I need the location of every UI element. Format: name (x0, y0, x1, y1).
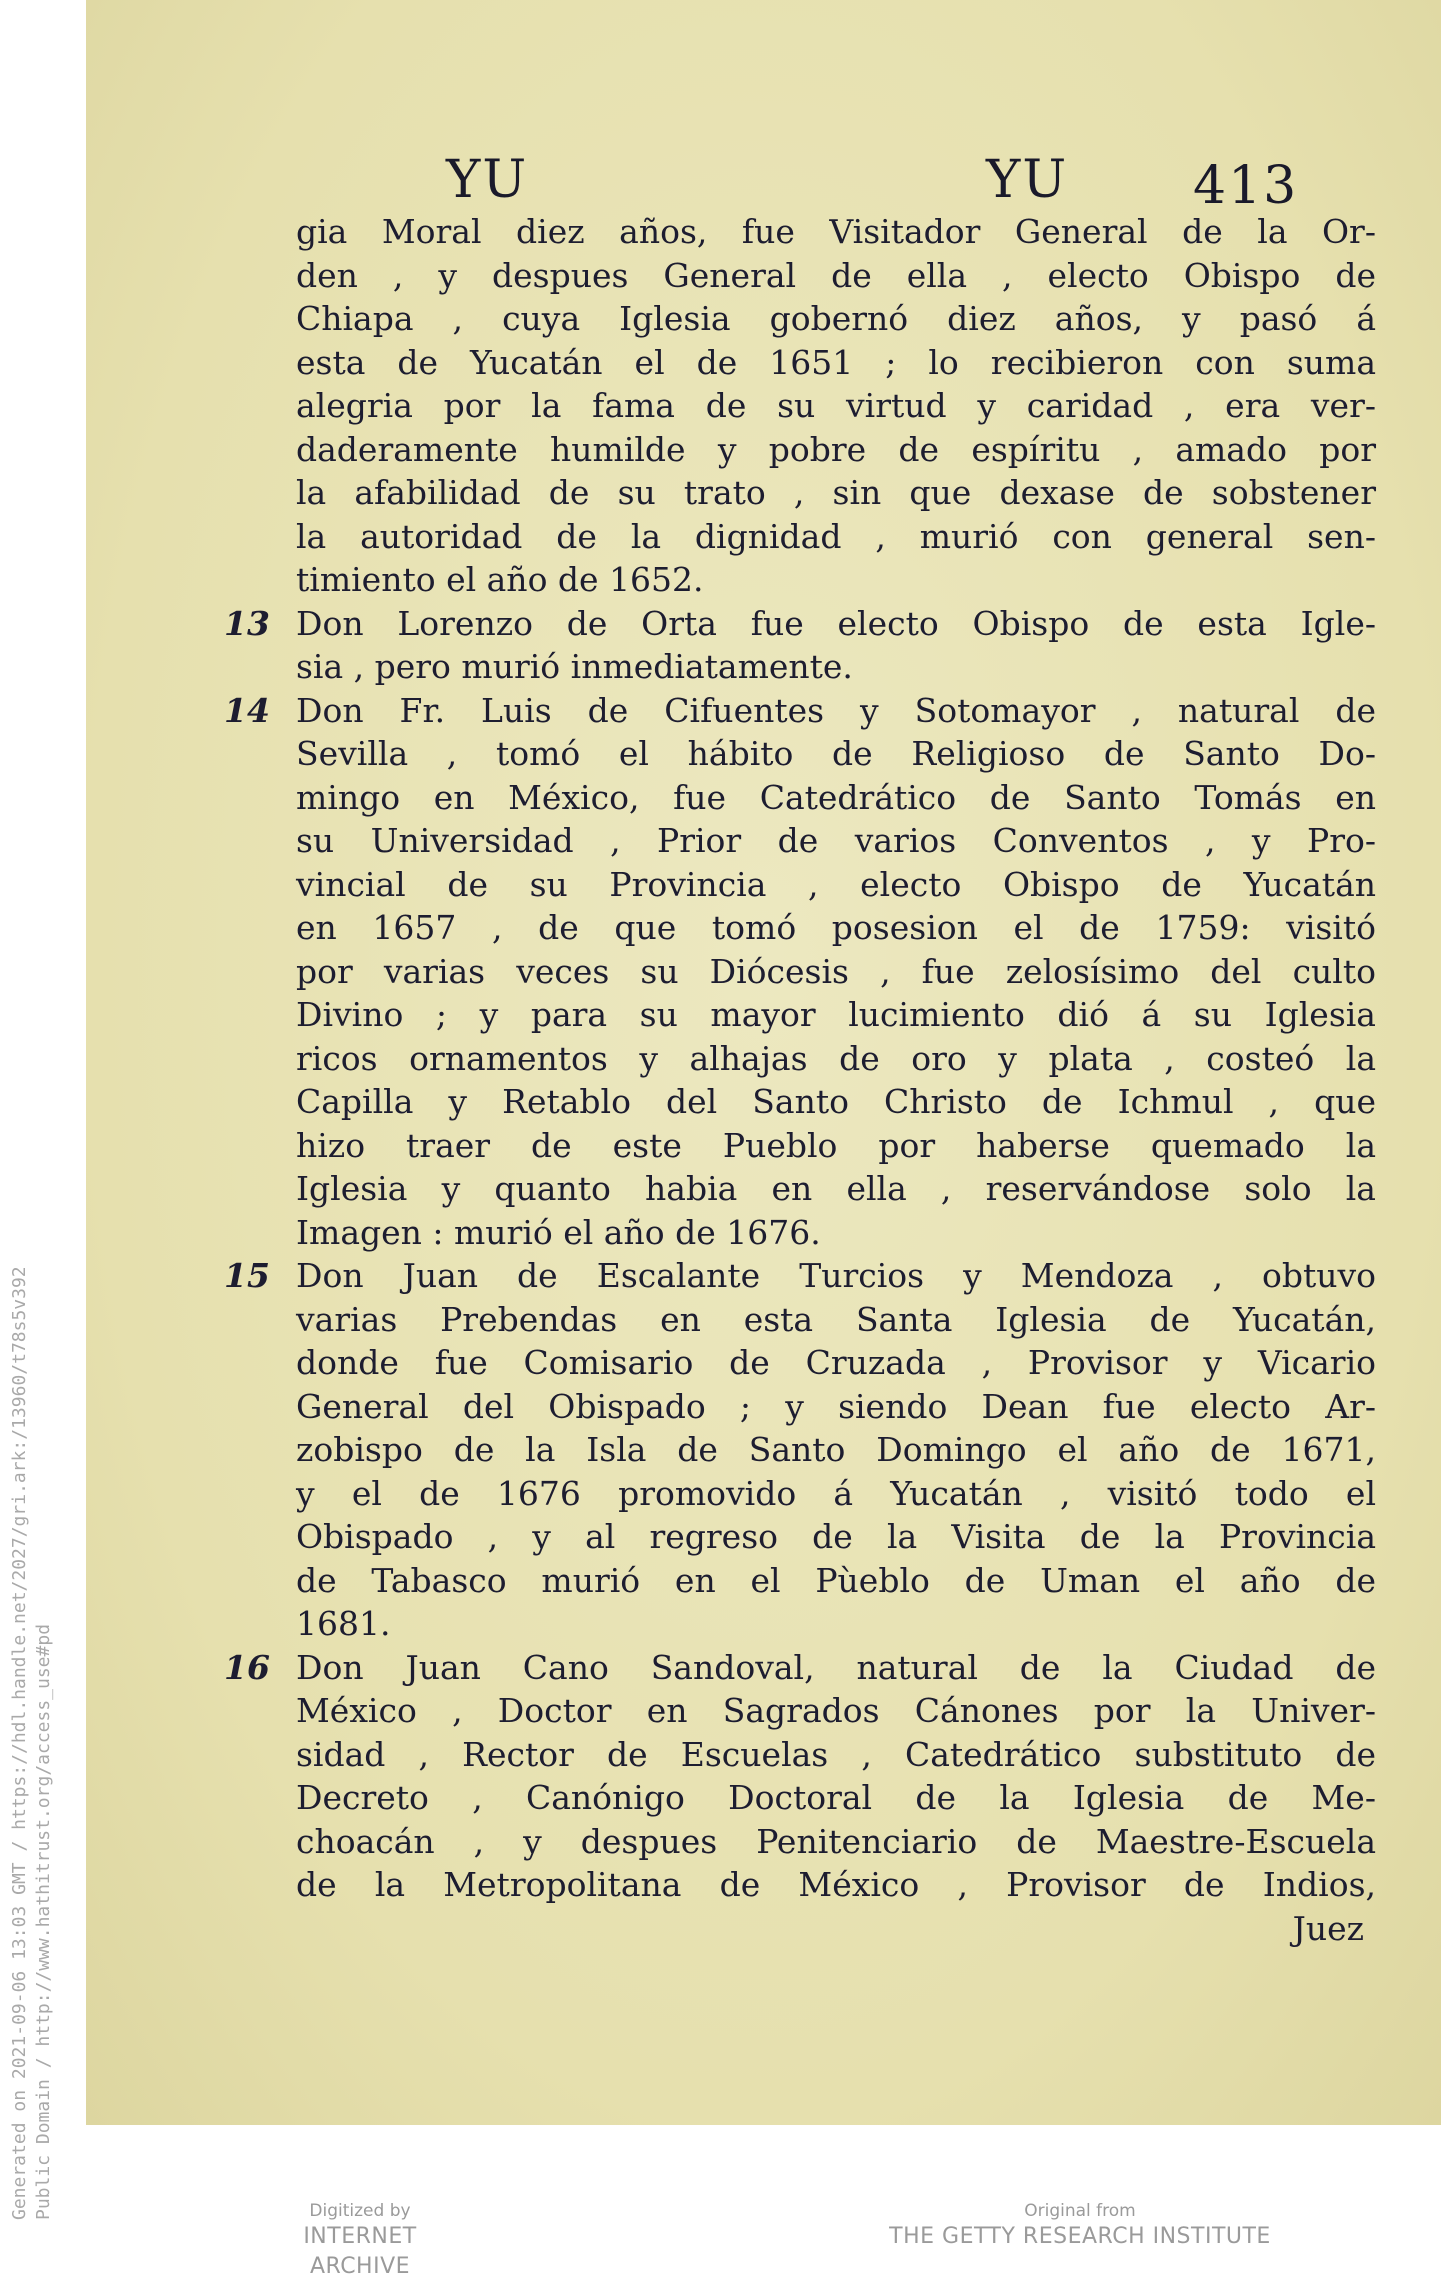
text-line: varias Prebendas en esta Santa Iglesia de Yucatán, (296, 1299, 1376, 1339)
original-from-credit (880, 2200, 1280, 2252)
getty-institute-label: THE GETTY RESEARCH INSTITUTE (889, 2224, 1271, 2249)
entry-number: 14 (224, 690, 270, 730)
page-number: 413 (1193, 156, 1299, 216)
text-line: daderamente humilde y pobre de espíritu , amado por (296, 429, 1376, 469)
entry-16 (224, 1646, 1376, 1907)
text-line: Don Juan Cano Sandoval, natural de la Ciudad de (296, 1647, 1376, 1687)
header-left-word: YU (446, 150, 529, 210)
text-line: Chiapa , cuya Iglesia gobernó diez años, y pasó á (296, 299, 1376, 338)
scanned-page (86, 0, 1441, 2125)
internet-archive-label: INTERNET ARCHIVE (303, 2224, 417, 2279)
entry-number: 15 (224, 1256, 270, 1295)
text-line: Divino ; y para su mayor lucimiento dió á su Iglesia (296, 995, 1376, 1034)
text-line: sia , pero murió inmediatamente. (296, 647, 853, 686)
text-line: choacán , y despues Penitenciario de Maestre-Escuela (296, 1821, 1376, 1861)
text-line: hizo traer de este Pueblo por haberse quemado la (296, 1125, 1376, 1165)
text-line: zobispo de la Isla de Santo Domingo el año de 1671, (296, 1430, 1376, 1469)
text-line: den , y despues General de ella , electo Obispo de (296, 255, 1376, 295)
text-line: la afabilidad de su trato , sin que dexase de sobstener (296, 473, 1376, 512)
text-line: 1681. (296, 1604, 391, 1643)
text-line: la autoridad de la dignidad , murió con general sen- (296, 516, 1376, 556)
entry-15 (224, 1254, 1376, 1646)
text-line: de la Metropolitana de México , Provisor de Indios, (296, 1865, 1376, 1904)
text-line: de Tabasco murió en el Pùeblo de Uman el año de (296, 1560, 1376, 1600)
text-line: timiento el año de 1652. (296, 560, 704, 599)
text-line: gia Moral diez años, fue Visitador General de la Or- (296, 212, 1376, 251)
body-text (224, 210, 1376, 1950)
text-line: ricos ornamentos y alhajas de oro y plata , costeó la (296, 1038, 1376, 1078)
text-line: Capilla y Retablo del Santo Christo de Ichmul , que (296, 1082, 1376, 1121)
entry-13 (224, 602, 1376, 689)
digitized-by-credit (250, 2200, 470, 2282)
text-line: y el de 1676 promovido á Yucatán , visitó todo el (296, 1473, 1376, 1513)
text-line: Imagen : murió el año de 1676. (296, 1212, 821, 1252)
text-line: Don Lorenzo de Orta fue electo Obispo de esta Igle- (296, 603, 1376, 643)
public-domain-line: Public Domain / http://www.hathitrust.org/access_use#pd (33, 1623, 54, 2220)
text-line: sidad , Rector de Escuelas , Catedrático substituto de (296, 1734, 1376, 1774)
text-line: alegria por la fama de su virtud y caridad , era ver- (296, 386, 1376, 425)
text-line: Sevilla , tomó el hábito de Religioso de Santo Do- (296, 734, 1376, 773)
original-from-label: Original from (1024, 2201, 1136, 2221)
text-line: General del Obispado ; y siendo Dean fue electo Ar- (296, 1386, 1376, 1426)
text-line: Iglesia y quanto habia en ella , reservándose solo la (296, 1169, 1376, 1208)
catchword: Juez (1292, 1908, 1364, 1948)
text-line: Decreto , Canónigo Doctoral de la Iglesia de Me- (296, 1778, 1376, 1817)
digitized-by-label: Digitized by (309, 2201, 411, 2221)
entry-14 (224, 689, 1376, 1255)
text-line: Don Juan de Escalante Turcios y Mendoza , obtuvo (296, 1256, 1376, 1295)
text-line: en 1657 , de que tomó posesion el de 1759: visitó (296, 908, 1376, 947)
entry-number: 13 (224, 603, 270, 643)
access-watermark (0, 1095, 70, 2220)
text-line: Obispado , y al regreso de la Visita de la Provincia (296, 1517, 1376, 1556)
header-right-word: YU (986, 150, 1069, 210)
text-line: donde fue Comisario de Cruzada , Provisor y Vicario (296, 1343, 1376, 1382)
generated-line: Generated on 2021-09-06 13:03 GMT / https://hdl.handle.net/2027/gri.ark:/13960/t78s5v392 (9, 1266, 30, 2220)
text-line: esta de Yucatán el de 1651 ; lo recibieron con suma (296, 342, 1376, 382)
text-line: Don Fr. Luis de Cifuentes y Sotomayor , natural de (296, 690, 1376, 730)
text-line: su Universidad , Prior de varios Conventos , y Pro- (296, 821, 1376, 860)
text-line: por varias veces su Diócesis , fue zelosísimo del culto (296, 951, 1376, 991)
text-line: mingo en México, fue Catedrático de Santo Tomás en (296, 777, 1376, 817)
text-line: vincial de su Provincia , electo Obispo de Yucatán (296, 864, 1376, 904)
text-line: México , Doctor en Sagrados Cánones por la Univer- (296, 1691, 1376, 1730)
entry-number: 16 (224, 1647, 270, 1687)
